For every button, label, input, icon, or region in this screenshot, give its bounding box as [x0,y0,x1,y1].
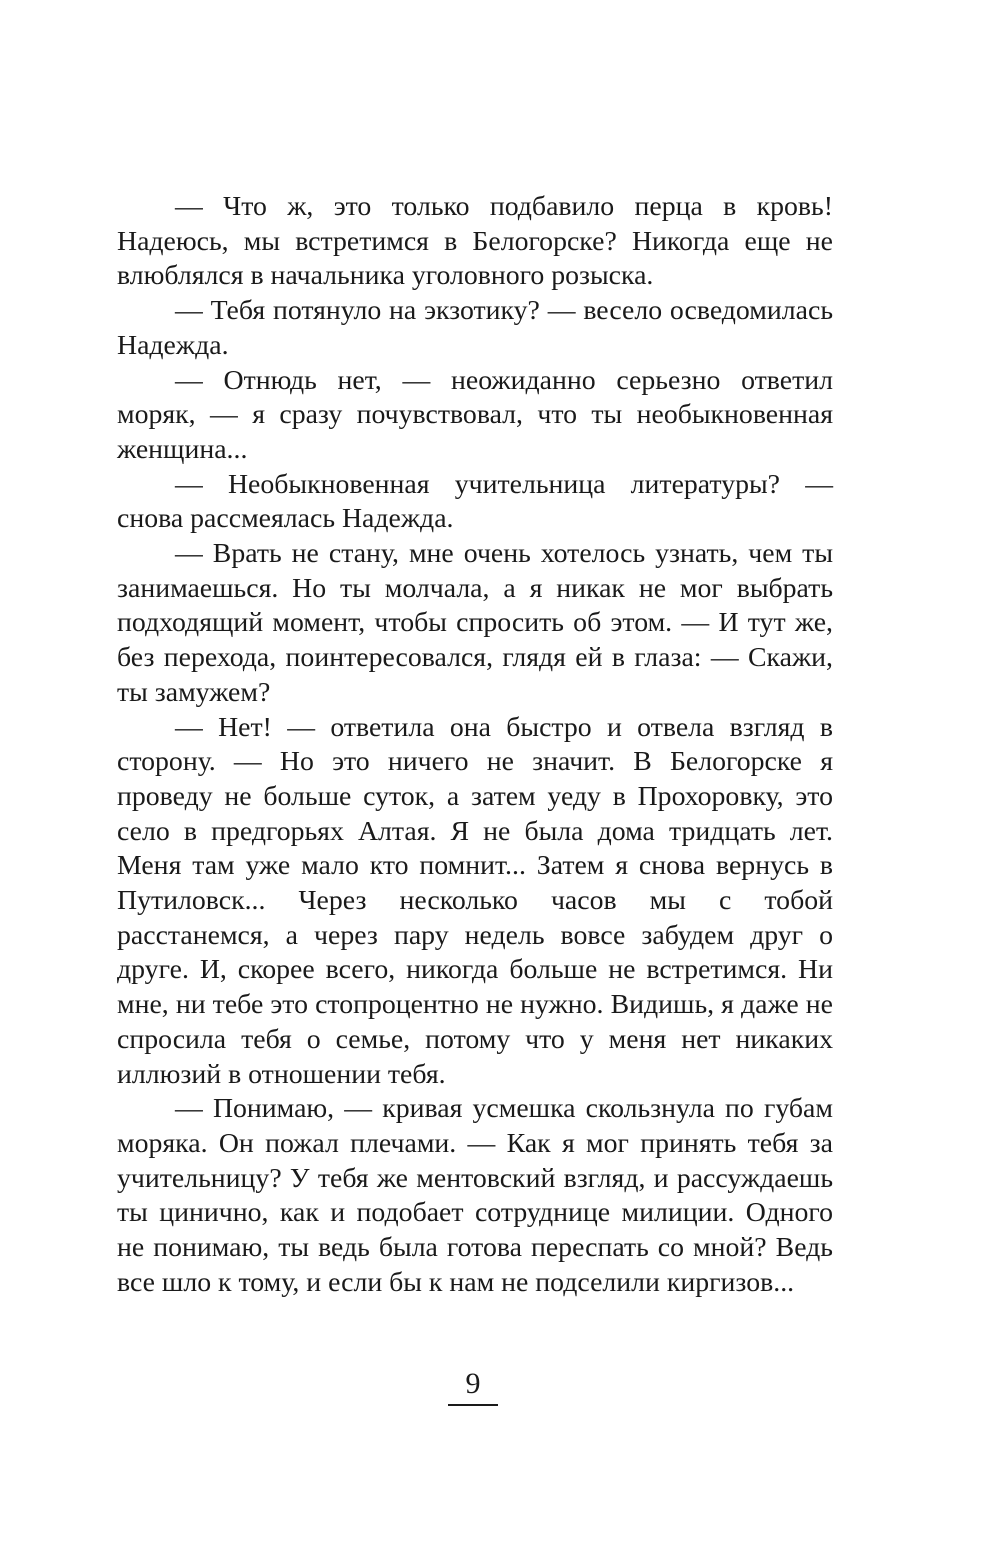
paragraph-4: — Необыкновенная учительница литературы? — снова рассмеялась Надежда. [117,468,833,535]
paragraph-6: — Нет! — ответила она быстро и отвела взгляд в сторону. — Но это ничего не значит. В Белогорске я проведу не больше суток, а затем уеду в Прохоровку, это село в предгорьях Алтая. Я не была дома тридцать лет. Меня там уже мало кто помнит... Затем я снова вернусь в Путиловск... Через несколько часов мы с тобой расстанемся, а через пару недель вовсе забудем друг о друге. И, скорее всего, никогда больше не встретимся. Ни мне, ни тебе это стопроцентно не нужно. Видишь, я даже не спросила тебя о семье, потому что у меня нет никаких иллюзий в отношении тебя. [117,711,833,1090]
paragraph-7: — Понимаю, — кривая усмешка скользнула по губам моряка. Он пожал плечами. — Как я мог принять тебя за учительницу? У тебя же ментовский взгляд, и рассуждаешь ты цинично, как и подобает сотруднице милиции. Одного не понимаю, ты ведь была готова переспать со мной? Ведь все шло к тому, и если бы к нам не подселили киргизов... [117,1093,833,1298]
body-text [117,190,833,1301]
paragraph-1: — Что ж, это только подбавило перца в кровь! Надеюсь, мы встретимся в Белогорске? Никогда еще не влюблялся в начальника уголовного розыска. [117,191,833,292]
page-number: 9 [465,1367,481,1400]
paragraph-3: — Отнюдь нет, — неожиданно серьезно ответил моряк, — я сразу почувствовал, что ты необыкновенная женщина... [117,364,833,465]
page-number-underline [448,1404,498,1406]
paragraph-2: — Тебя потянуло на экзотику? — весело осведомилась Надежда. [117,295,833,361]
paragraph-5: — Врать не стану, мне очень хотелось узнать, чем ты занимаешься. Но ты молчала, а я никак не мог выбрать подходящий момент, чтобы спросить об этом. — И тут же, без перехода, поинтересовался, глядя ей в глаза: — Скажи, ты замужем? [117,538,833,708]
